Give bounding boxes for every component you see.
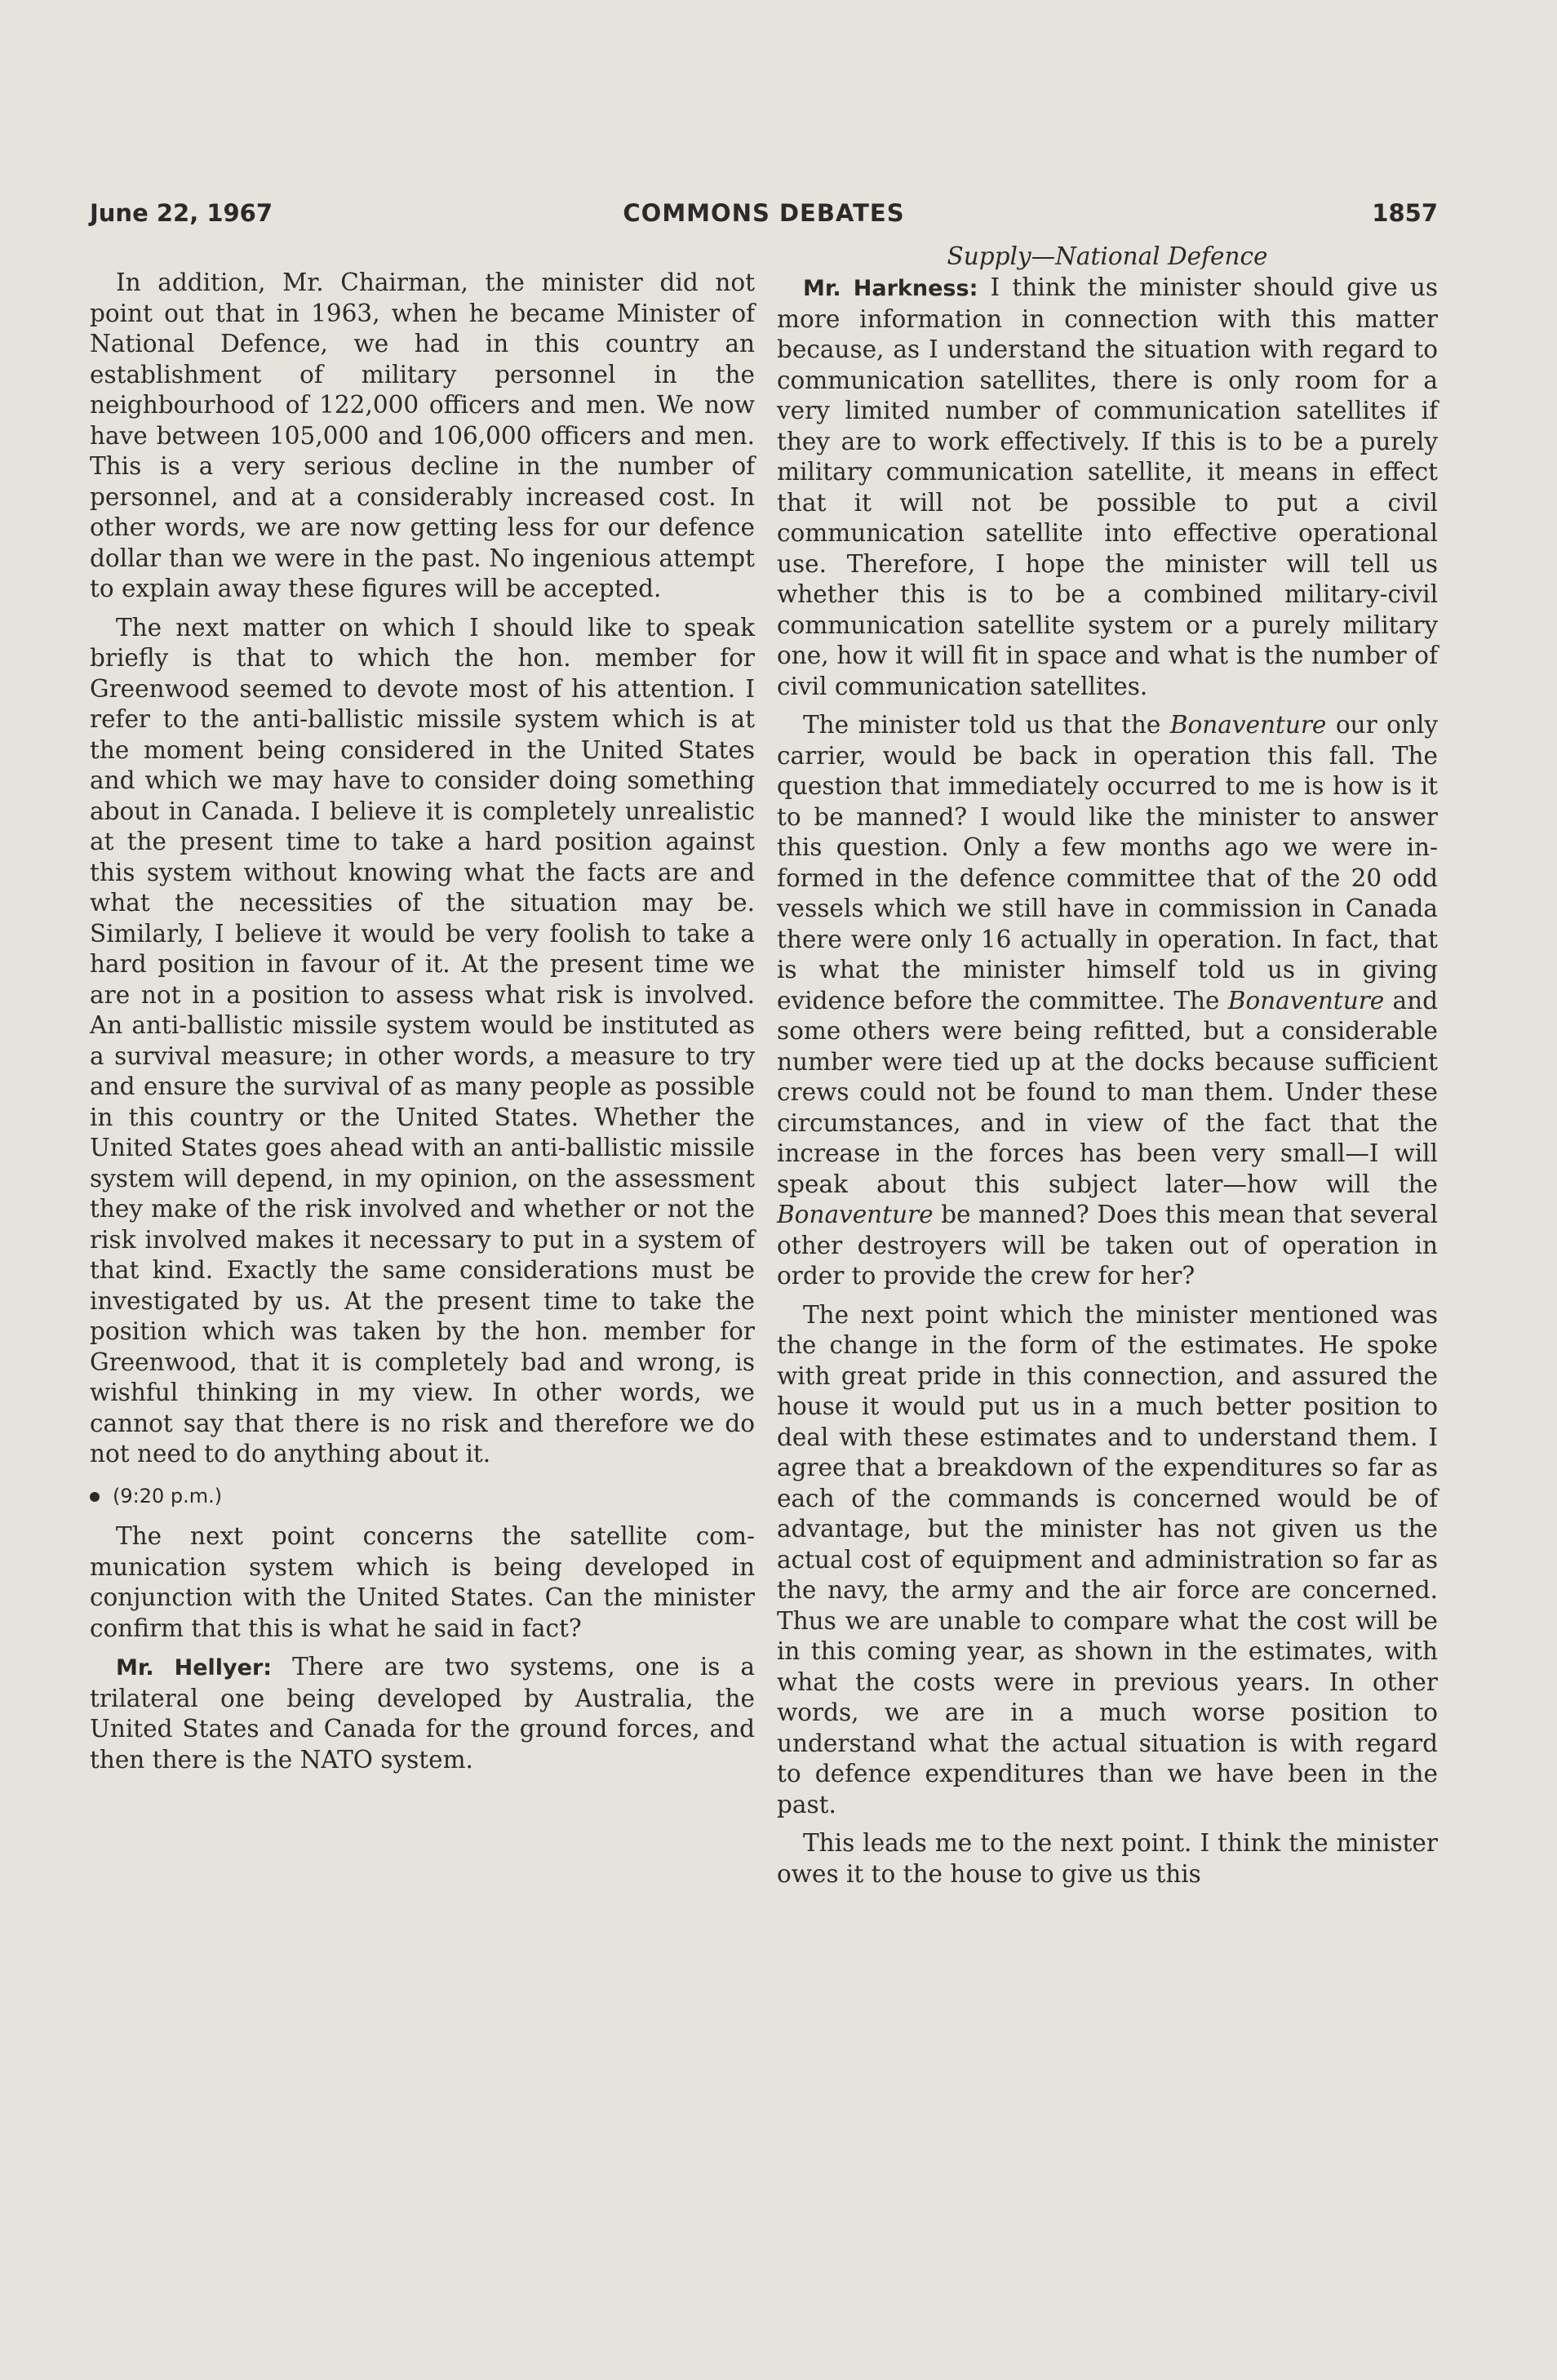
header-page-number: 1857 xyxy=(1372,199,1438,227)
ship-name: Bonaventure xyxy=(1169,711,1327,739)
time-stamp: (9:20 p.m.) xyxy=(113,1484,223,1507)
ship-name: Bonaventure xyxy=(1227,986,1385,1015)
paragraph: The next point which the minister mentioned was the change in the form of the estimates. He spoke with great pride in this connection, and assured the house it would put us in a much better position to deal with these estimates and to understand them. I agree that a breakdown of the expenditures so far as each of the commands is concerned would be of advantage, but the minister has not given us the actual cost of equipment and administration so far as the navy, the army and the air force are concerned. Thus we are unable to compare what the cost will be in this coming year, as shown in the estimates, with what the costs were in previous years. In other words, we are in a much worse position to understand what the actual situation is with regard to defence expenditures than we have been in the past. xyxy=(777,1300,1438,1818)
paragraph: The next point concerns the satellite communication system which is being developed in conjunction with the United States. Can the minister confirm that this is what he said in fact? xyxy=(90,1522,755,1642)
speech-text: I think the minister should give us more information in connection with this matter because, as I understand the situation with regard to communication satellites, there is only room for a very limited number of communication satellites if they are to work effectively. If this is to be a purely military communication satellite, it means in effect that it will not be possible to put a civil communication satellite into effective operational use. Therefore, I hope the minister will tell us whether this is to be a combined military-civil communication satellite system or a purely military one, how it will fit in space and what is the number of civil communication satellites. xyxy=(777,273,1438,700)
page-header xyxy=(90,196,1438,232)
speaker-name: Mr. Harkness: xyxy=(803,276,978,301)
text-run: The minister told us that the xyxy=(803,711,1170,739)
header-title: COMMONS DEBATES xyxy=(623,199,905,227)
paragraph xyxy=(777,710,1438,1292)
bullet-icon xyxy=(90,1492,100,1502)
right-column xyxy=(777,242,1438,1898)
left-column xyxy=(90,268,755,1783)
speaker-name: Mr. Hellyer: xyxy=(116,1655,273,1681)
speech-paragraph xyxy=(777,273,1438,702)
speech-text: There are two systems, one is a trilateral one being developed by Australia, the United States and Canada for the ground forces, and then there is the NATO system. xyxy=(90,1653,755,1774)
text-run: be manned? Does this mean that several other destroyers will be taken out of operation in order to provide the crew for her? xyxy=(777,1201,1438,1290)
header-date: June 22, 1967 xyxy=(90,199,273,227)
text-run: and some others were being refitted, but a considerable number were tied up at the docks because sufficient crews could not be found to man them. Under these circumstances, and in view of the fact that the increase in the forces has been very small—I will speak about this subject later—how will the xyxy=(777,986,1438,1198)
text-run: our only carrier, would be back in operation this fall. The question that immediately occurred to me is how is it to be manned? I would like the minister to answer this question. Only a few months ago we were informed in the defence committee that of the 20 odd vessels which we still have in commission in Canada there were only 16 actually in operation. In fact, that is what the minister himself told us in giving evidence before the committee. The xyxy=(777,711,1438,1015)
paragraph: In addition, Mr. Chairman, the minister did not point out that in 1963, when he became Minister of National Defence, we had in this country an establishment of military personnel in the neighbourhood of 122,000 officers and men. We now have between 105,000 and 106,000 officers and men. This is a very serious decline in the number of personnel, and at a considerably increased cost. In other words, we are now getting less for our defence dollar than we were in the past. No ingenious attempt to explain away these figures will be accepted. xyxy=(90,269,755,602)
time-marker xyxy=(90,1481,755,1512)
paragraph: This leads me to the next point. I think the minister owes it to the house to give us this xyxy=(777,1829,1438,1888)
speech-paragraph xyxy=(90,1652,755,1775)
section-subheader: Supply—National Defence xyxy=(947,242,1268,270)
paragraph: The next matter on which I should like to speak briefly is that to which the hon. member for Greenwood seemed to devote most of his attention. I refer to the anti-ballistic missile system which is at the moment being considered in the United States and which we may have to consider doing something about in Canada. I believe it is completely unrealistic at the present time to take a hard position against this system without knowing what the facts are and what the necessities of the situation may be. Similarly, I believe it would be very foolish to take a hard position in favour of it. At the present time we are not in a position to assess what risk is involved. An anti-ballistic missile system would be instituted as a survival measure; in other words, a measure to try and ensure the survival of as many people as possible in this country or the United States. Whether the United States goes ahead with an anti-ballistic missile system will depend, in my opinion, on the assessment they make of the risk involved and whether or not the risk involved makes it necessary to put in a system of that kind. Exactly the same considerations must be investigated by us. At the present time to take the position which was taken by the hon. member for Greenwood, that it is completely bad and wrong, is wishful thinking in my view. In other words, we cannot say that there is no risk and therefore we do not need to do anything about it. xyxy=(90,613,755,1468)
ship-name: Bonaventure xyxy=(777,1201,934,1228)
